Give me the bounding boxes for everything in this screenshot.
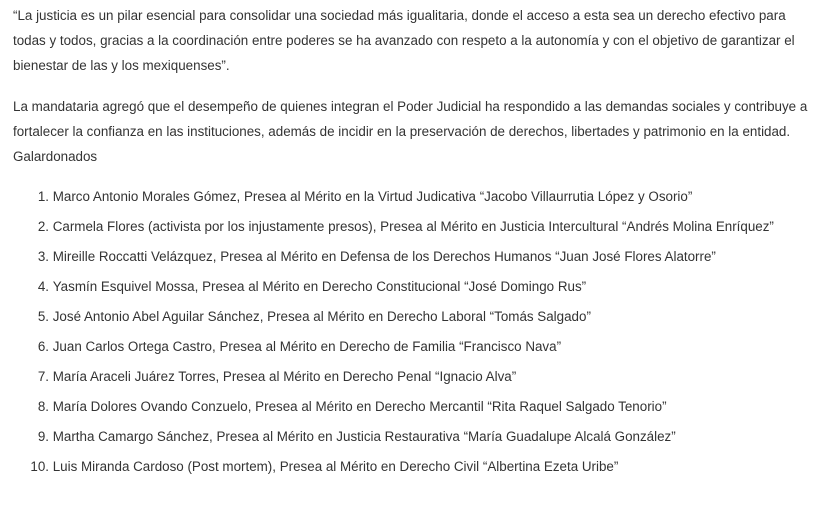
list-item-text: Martha Camargo Sánchez, Presea al Mérito en Justicia Restaurativa “María Guadalupe Alcalá González” <box>52 429 676 444</box>
list-item-text: María Dolores Ovando Conzuelo, Presea al Mérito en Derecho Mercantil “Rita Raquel Salgado Tenorio” <box>52 399 667 414</box>
list-item <box>13 217 813 247</box>
awardees-list <box>13 187 813 487</box>
list-item <box>13 247 813 277</box>
list-item-text: Yasmín Esquivel Mossa, Presea al Mérito en Derecho Constitucional “José Domingo Rus” <box>52 279 587 294</box>
list-item-number: 6. <box>37 339 49 354</box>
list-item-text: Mireille Roccatti Velázquez, Presea al Mérito en Defensa de los Derechos Humanos “Juan José Flores Alatorre” <box>52 249 716 264</box>
list-item <box>13 367 813 397</box>
list-item-number: 4. <box>37 279 49 294</box>
awardees-heading: Galardonados <box>13 149 98 164</box>
list-item-number: 7. <box>37 369 49 384</box>
quote-paragraph: “La justicia es un pilar esencial para consolidar una sociedad más igualitaria, donde el acceso a esta sea un derecho efectivo para todas y todos, gracias a la coordinación entre poderes se ha avanzado con respeto a la autonomía y con el objetivo de garantizar el bienestar de las y los mexiquenses”. <box>13 8 795 73</box>
list-item <box>13 187 813 217</box>
list-item <box>13 307 813 337</box>
list-item-number: 3. <box>37 249 49 264</box>
list-item-text: Carmela Flores (activista por los injustamente presos), Presea al Mérito en Justicia Intercultural “Andrés Molina Enríquez” <box>52 219 774 234</box>
list-item-number: 2. <box>37 219 49 234</box>
list-item-text: Juan Carlos Ortega Castro, Presea al Mérito en Derecho de Familia “Francisco Nava” <box>52 339 562 354</box>
statement-paragraph: La mandataria agregó que el desempeño de quienes integran el Poder Judicial ha respondido a las demandas sociales y contribuye a fortalecer la confianza en las instituciones, además de incidir en la preservación de derechos, libertades y patrimonio en la entidad. <box>13 99 808 139</box>
list-item-text: José Antonio Abel Aguilar Sánchez, Presea al Mérito en Derecho Laboral “Tomás Salgado” <box>52 309 591 324</box>
list-item-number: 10. <box>30 459 49 474</box>
list-item-number: 8. <box>37 399 49 414</box>
list-item <box>13 427 813 457</box>
list-item-number: 9. <box>37 429 49 444</box>
list-item-number: 5. <box>37 309 49 324</box>
list-item-text: Marco Antonio Morales Gómez, Presea al Mérito en la Virtud Judicativa “Jacobo Villaurrutia López y Osorio” <box>52 189 693 204</box>
list-item <box>13 277 813 307</box>
list-item-text: María Araceli Juárez Torres, Presea al Mérito en Derecho Penal “Ignacio Alva” <box>52 369 517 384</box>
list-item <box>13 457 813 487</box>
list-item-number: 1. <box>37 189 49 204</box>
list-item <box>13 337 813 367</box>
list-item-text: Luis Miranda Cardoso (Post mortem), Presea al Mérito en Derecho Civil “Albertina Ezeta Uribe” <box>52 459 619 474</box>
list-item <box>13 397 813 427</box>
